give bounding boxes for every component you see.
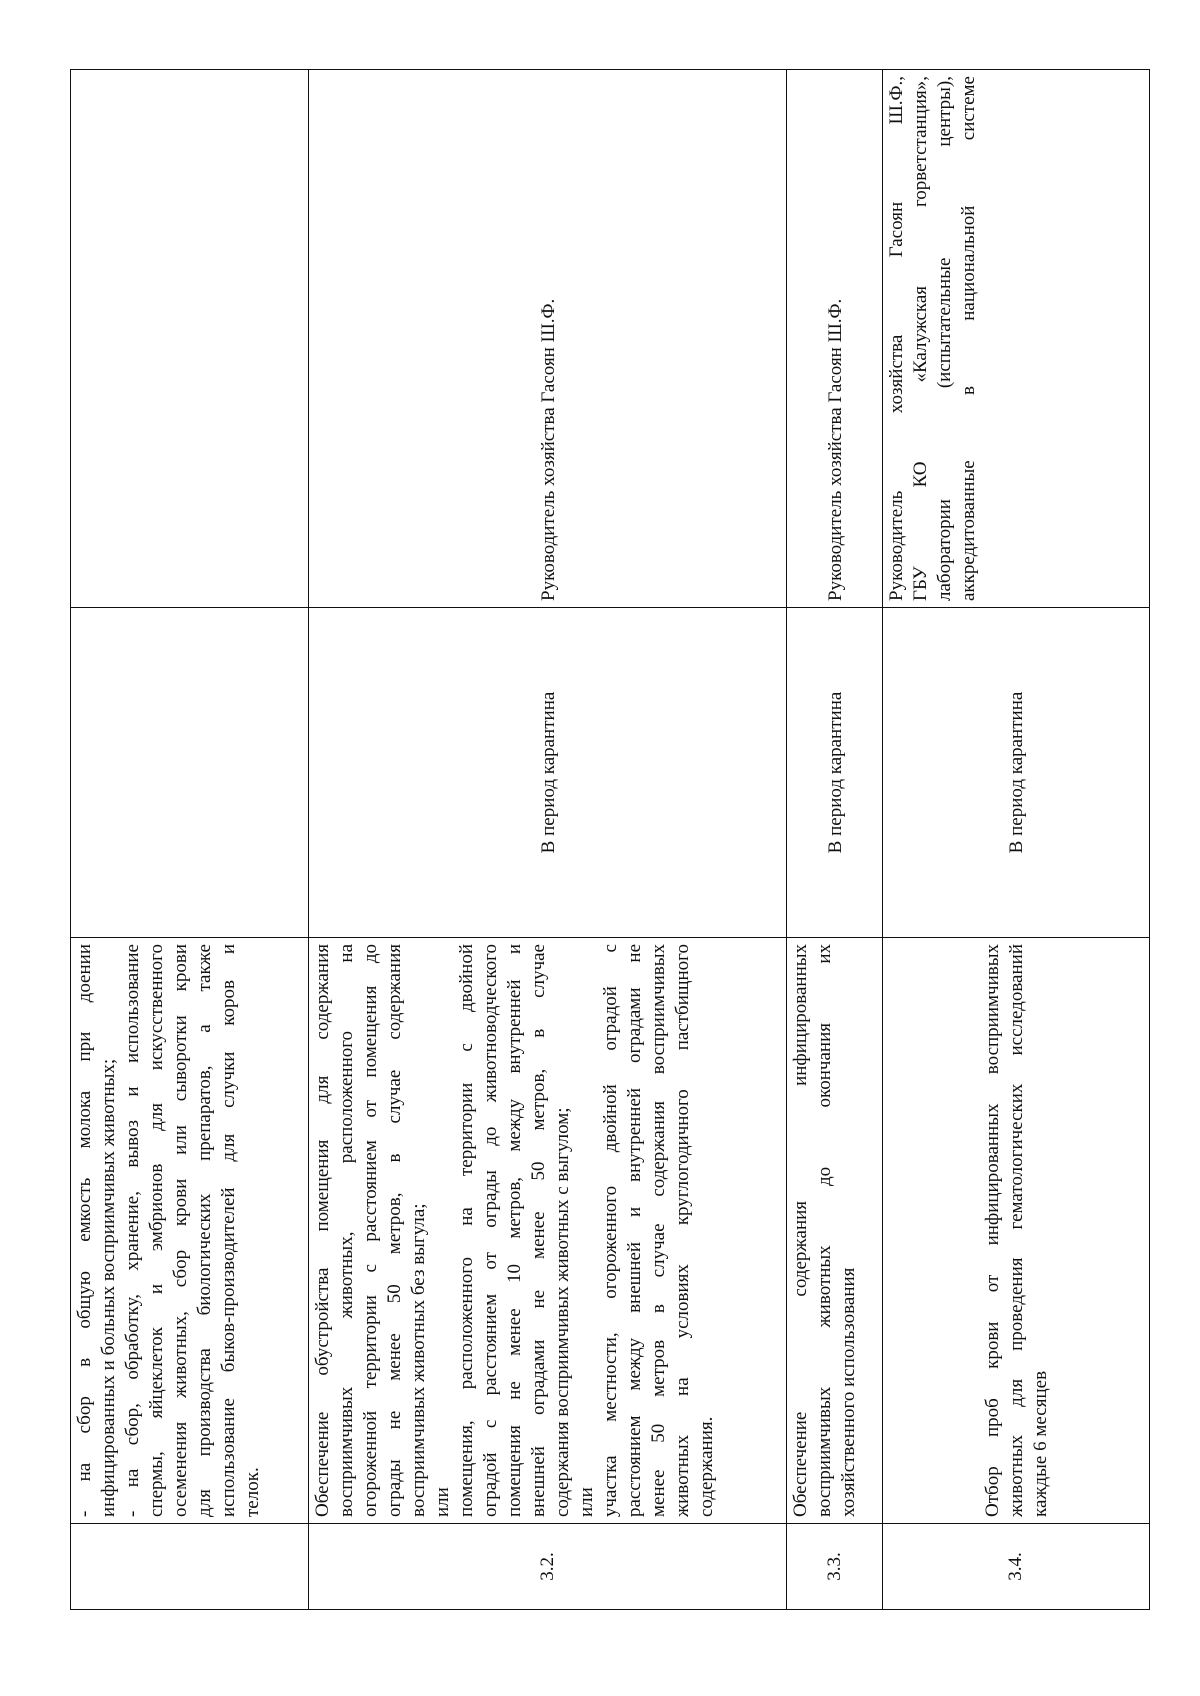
table-row <box>71 70 309 1610</box>
measures-table <box>70 69 1150 1610</box>
table-row <box>883 70 1150 1610</box>
table-row <box>787 70 883 1610</box>
row-number: 3.3. <box>787 1524 883 1610</box>
row-term: В период карантина <box>787 608 883 938</box>
row-description: - на сбор в общую емкость молока при доении инфицированных и больных восприимчивых животных; - на сбор, обработку, хранение, вывоз и использование спермы, яйцеклеток и эмбрионов для искусственного осеменения животных, сбор крови или сыворотки крови для производства биологических препаратов, а также использование быков-производителей для случки коров и телок. <box>71 938 309 1524</box>
row-number: 3.4. <box>883 1524 1150 1610</box>
row-term <box>71 608 309 938</box>
row-term: В период карантина <box>883 608 1150 938</box>
table-row <box>309 70 787 1610</box>
row-description: Обеспечение содержания инфицированных восприимчивых животных до окончания их хозяйственного использования <box>787 938 883 1524</box>
row-responsible <box>71 70 309 608</box>
row-number: 3.2. <box>309 1524 787 1610</box>
rotated-page <box>70 70 1150 1610</box>
row-responsible: Руководитель хозяйства Гасоян Ш.Ф., ГБУ КО «Калужская горветстанция», лаборатории (испытательные центры), аккредитованные в национальной системе <box>883 70 1150 608</box>
row-description: Обеспечение обустройства помещения для содержания восприимчивых животных, расположенного на огороженной территории с расстоянием от помещения до ограды не менее 50 метров, в случае содержания восприимчивых животных без выгула; или помещения, расположенного на территории с двойной оградой с расстоянием от ограды до животноводческого помещения не менее 10 метров, между внутренней и внешней оградами не менее 50 метров, в случае содержания восприимчивых животных с выгулом; или участка местности, огороженного двойной оградой с расстоянием между внешней и внутренней оградами не менее 50 метров в случае содержания восприимчивых животных на условиях круглогодичного пастбищного содержания. <box>309 938 787 1524</box>
row-number <box>71 1524 309 1610</box>
row-term: В период карантина <box>309 608 787 938</box>
row-responsible: Руководитель хозяйства Гасоян Ш.Ф. <box>787 70 883 608</box>
row-description: Отбор проб крови от инфицированных восприимчивых животных для проведения гематологических исследований каждые 6 месяцев <box>883 938 1150 1524</box>
row-responsible: Руководитель хозяйства Гасоян Ш.Ф. <box>309 70 787 608</box>
